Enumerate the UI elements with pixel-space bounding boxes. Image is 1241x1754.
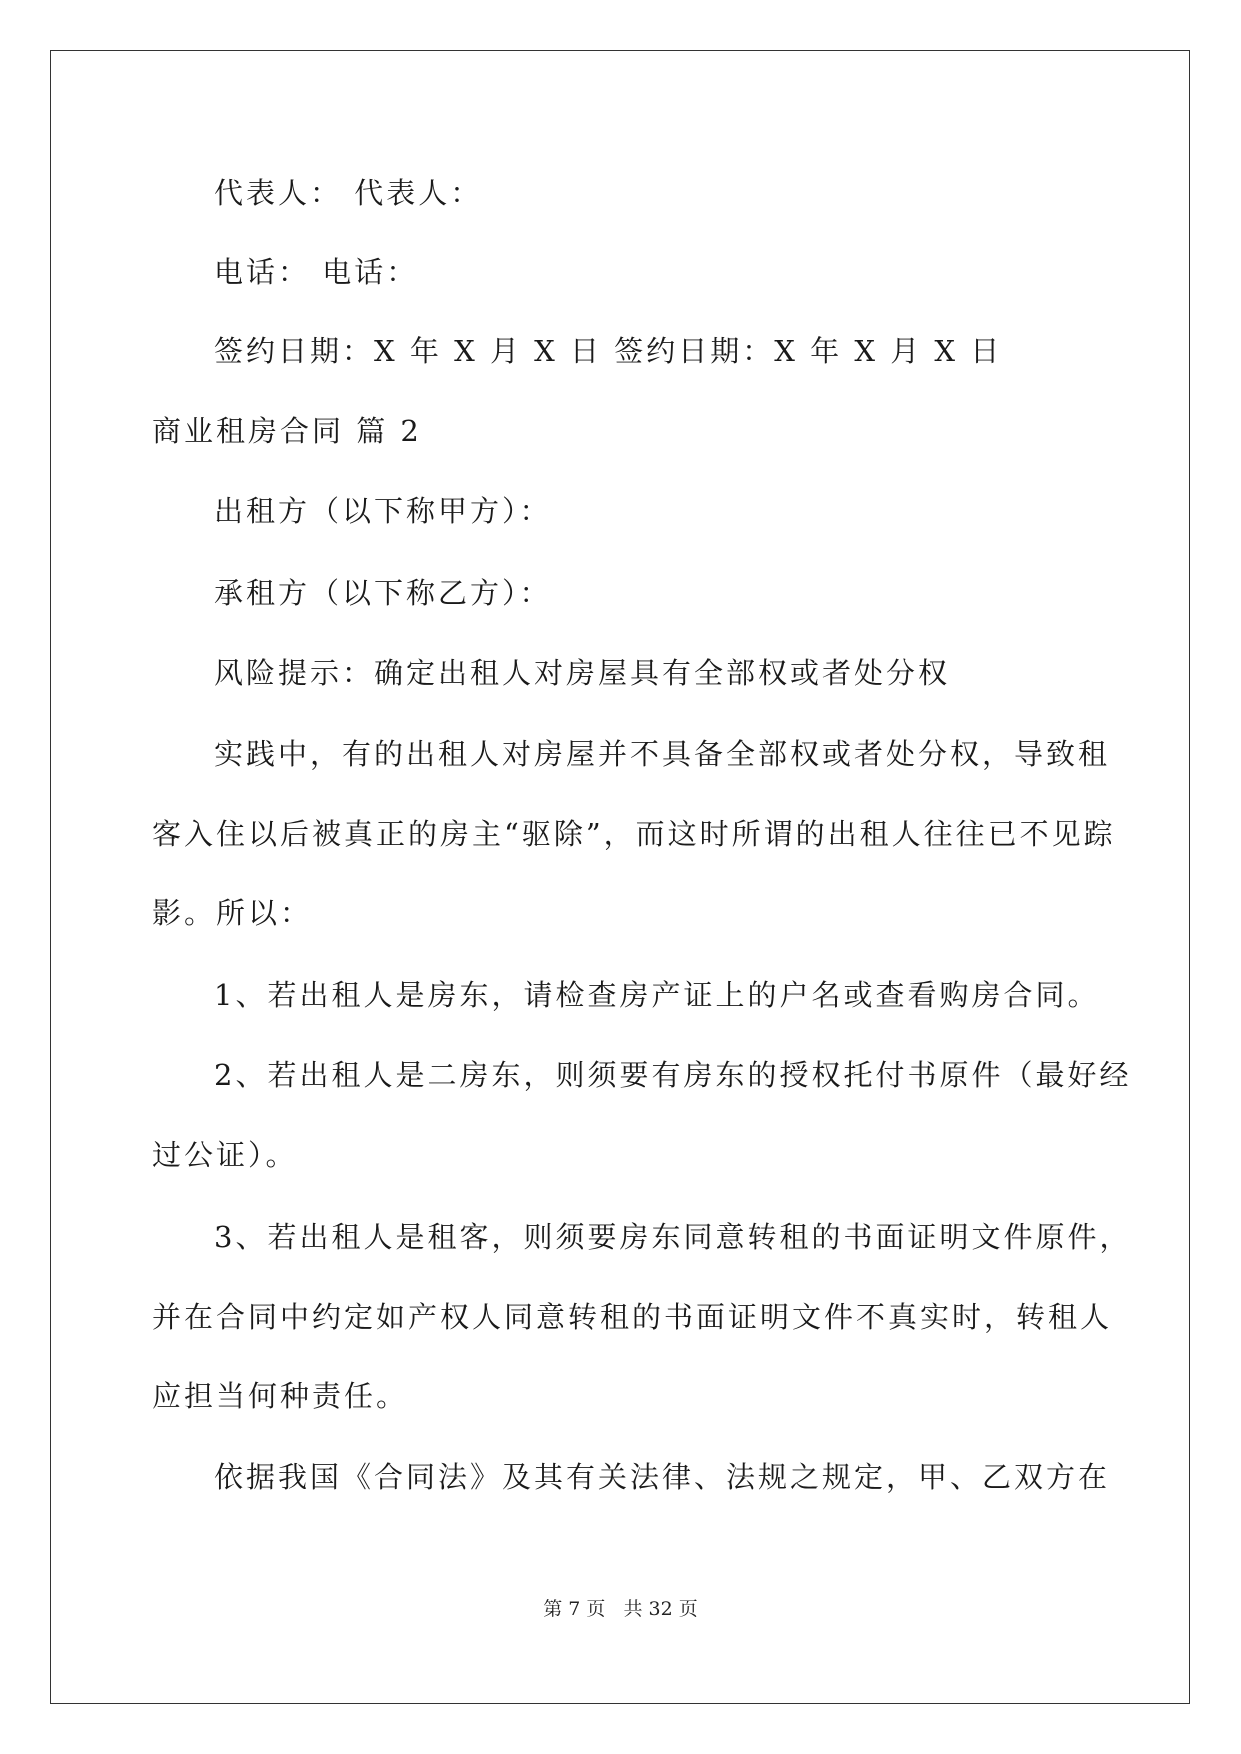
list-item-3: 3、若出租人是租客，则须要房东同意转租的书面证明文件原件， xyxy=(214,1220,1132,1254)
page-border xyxy=(50,50,1190,1704)
page-number: 第 7 页 xyxy=(543,1598,606,1620)
signing-date-line: 签约日期：X 年 X 月 X 日 签约日期：X 年 X 月 X 日 xyxy=(214,334,1003,368)
paragraph-line: 客入住以后被真正的房主“驱除”，而这时所谓的出租人往往已不见踪 xyxy=(152,817,1116,851)
lessee-line: 承租方（以下称乙方）： xyxy=(214,576,552,610)
paragraph-line: 实践中，有的出租人对房屋并不具备全部权或者处分权，导致租 xyxy=(214,737,1111,771)
page-footer xyxy=(0,1594,1241,1621)
page-total: 共 32 页 xyxy=(623,1598,698,1620)
representative-line: 代表人： 代表人： xyxy=(214,176,483,210)
phone-line: 电话： 电话： xyxy=(214,255,419,289)
paragraph-line: 影。所以： xyxy=(152,896,313,930)
paragraph-line: 依据我国《合同法》及其有关法律、法规之规定，甲、乙双方在 xyxy=(214,1460,1111,1494)
list-item-3-continued: 应担当何种责任。 xyxy=(152,1379,409,1413)
list-item-2-continued: 过公证）。 xyxy=(152,1138,298,1172)
section-heading: 商业租房合同 篇 2 xyxy=(152,414,422,448)
list-item-2: 2、若出租人是二房东，则须要有房东的授权托付书原件（最好经 xyxy=(214,1058,1132,1092)
list-item-1: 1、若出租人是房东，请检查房产证上的户名或查看购房合同。 xyxy=(214,978,1100,1012)
lessor-line: 出租方（以下称甲方）： xyxy=(214,494,552,528)
risk-tip-line: 风险提示：确定出租人对房屋具有全部权或者处分权 xyxy=(214,656,951,690)
list-item-3-continued: 并在合同中约定如产权人同意转租的书面证明文件不真实时，转租人 xyxy=(152,1300,1113,1334)
